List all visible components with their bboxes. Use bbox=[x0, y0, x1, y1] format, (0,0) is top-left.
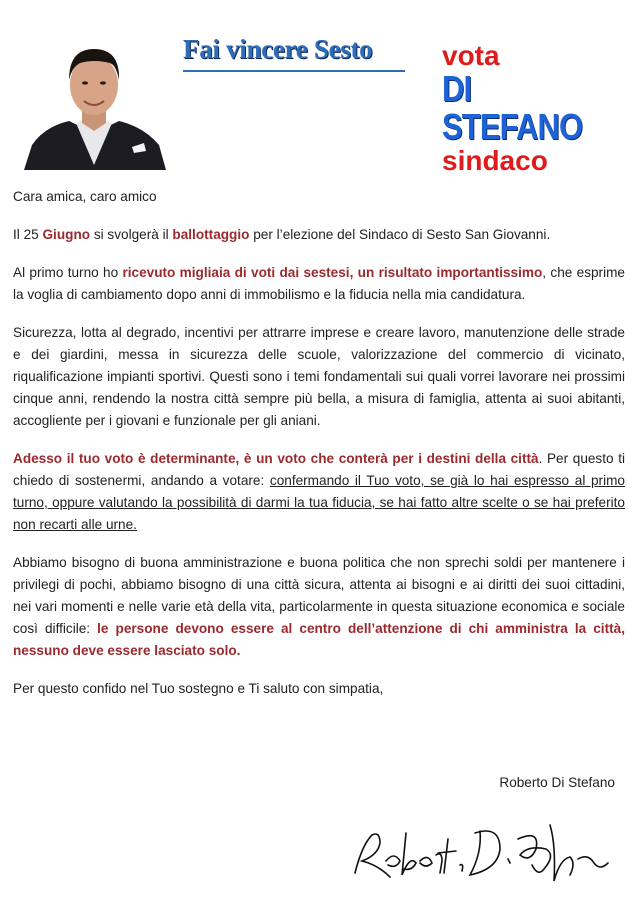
paragraph-3: Sicurezza, lotta al degrado, incentivi per attrarre imprese e creare lavoro, manutenzione delle strade e dei giardini, messa in sicurezza delle scuole, valorizzazione del commercio di vicinato, riqualificazione impianti sportivi. Questi sono i temi fondamentali sui quali vorrei lavorare nei prossimi cinque anni, rendendo la nostra città sempre più bella, a misura di famiglia, attenta ai suoi abitanti, accogliente per i giovani e funzionale per gli aniani. bbox=[13, 325, 625, 428]
p2-text-c: , che esprime la voglia di cambiamento dopo anni di immobilismo e la fiducia nella mia candidatura. bbox=[13, 265, 625, 302]
slogan: Fai vincere Sesto bbox=[183, 34, 373, 64]
slogan-underline bbox=[183, 70, 405, 72]
p1-highlight-date: Giugno bbox=[42, 227, 91, 242]
p4-underlined: confermando il Tuo voto, se già lo hai espresso al primo turno, oppure valutando la possibilità di darmi la tua fiducia, se hai fatto altre scelte o se hai preferito non recarti alle urne. bbox=[13, 473, 625, 532]
candidate-photo bbox=[14, 35, 174, 170]
p2-text-a: Al primo turno ho bbox=[13, 265, 123, 280]
paragraph-5 bbox=[13, 552, 625, 662]
p5-text-a: Abbiamo bisogno di buona amministrazione e buona politica che non sprechi soldi per mantenere i privilegi di pochi, abbiamo bisogno di una città sicura, attenta ai bisogni e ai diritti dei suoi cittadini, nei vari momenti e nelle varie età della vita, particolarmente in questa situazione economica e sociale così difficile: bbox=[13, 555, 625, 636]
paragraph-4 bbox=[13, 448, 625, 536]
p1-text-a: Il 25 bbox=[13, 227, 43, 242]
candidate-name: DI STEFANO bbox=[442, 68, 583, 147]
p1-text-c: si svolgerà il bbox=[90, 227, 173, 242]
p1-text-e: per l’elezione del Sindaco di Sesto San Giovanni. bbox=[249, 227, 551, 242]
paragraph-2 bbox=[13, 262, 625, 306]
signature-name: Roberto Di Stefano bbox=[499, 775, 615, 790]
p4-highlight: Adesso il tuo voto è determinante, è un voto che conterà per i destini della città bbox=[13, 451, 539, 466]
vota-label: vota bbox=[442, 40, 500, 71]
p4-text-b: . Per questo ti chiedo di sostenermi, andando a votare: bbox=[13, 451, 625, 488]
letter-body bbox=[13, 186, 625, 716]
p5-highlight: le persone devono essere al centro dell’attenzione di chi amministra la città, nessuno deve essere lasciato solo. bbox=[13, 621, 625, 658]
vote-block bbox=[442, 42, 637, 176]
p1-highlight-ballot: ballottaggio bbox=[172, 227, 250, 242]
p2-highlight: ricevuto migliaia di voti dai sestesi, un risultato importantissimo bbox=[122, 265, 543, 280]
header bbox=[0, 0, 637, 180]
greeting: Cara amica, caro amico bbox=[13, 189, 157, 204]
role-label: sindaco bbox=[442, 145, 548, 176]
handwritten-signature bbox=[350, 815, 620, 895]
paragraph-1 bbox=[13, 224, 625, 246]
closing: Per questo confido nel Tuo sostegno e Ti saluto con simpatia, bbox=[13, 681, 384, 696]
